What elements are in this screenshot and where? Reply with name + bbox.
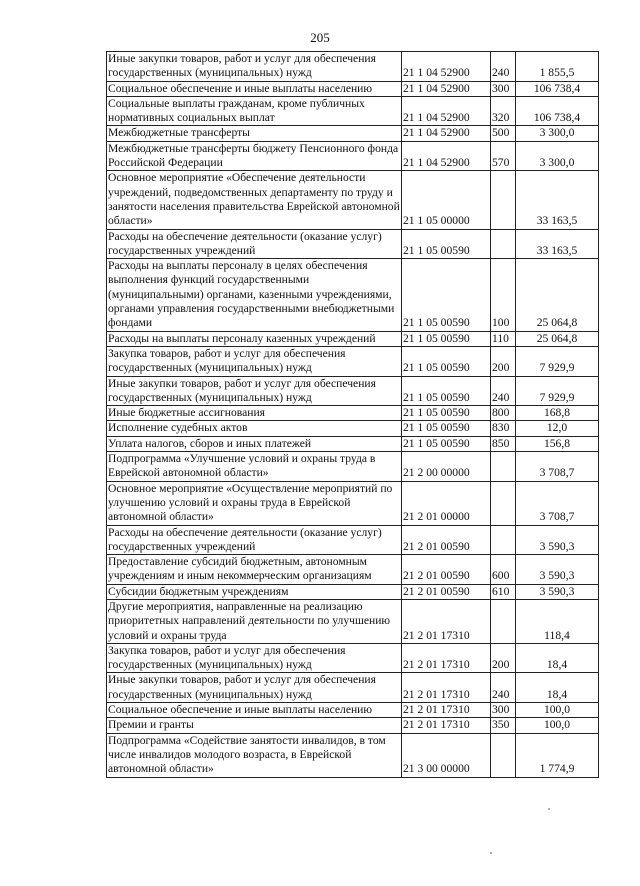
table-row	[107, 52, 599, 82]
row-expense-type-cell: 830	[491, 421, 516, 436]
row-code-cell: 21 1 05 00000	[402, 171, 491, 229]
budget-table	[106, 51, 599, 778]
row-code-cell: 21 1 05 00590	[402, 376, 491, 406]
row-name-cell: Подпрограмма «Содействие занятости инвалидов, в том числе инвалидов молодого возраста, в Еврейской автономной области»	[107, 733, 402, 777]
row-code-cell: 21 1 04 52900	[402, 126, 491, 141]
row-sum-cell: 3 590,3	[516, 584, 599, 599]
row-name-cell: Расходы на выплаты персоналу казенных учреждений	[107, 331, 402, 346]
row-name-cell: Основное мероприятие «Обеспечение деятельности учреждений, подведомственных департаменту по труду и занятости населения правительства Еврейской автономной области»	[108, 171, 400, 228]
table-row	[107, 673, 599, 703]
row-expense-type-cell: 200	[491, 643, 516, 673]
row-name-cell: Подпрограмма «Улучшение условий и охраны труда в Еврейской автономной области»	[107, 452, 402, 482]
row-code-cell: 21 2 00 00000	[402, 452, 491, 482]
row-expense-type-cell: 300	[491, 81, 516, 96]
row-name-cell: Исполнение судебных актов	[107, 421, 402, 436]
row-expense-type-cell: 570	[491, 141, 516, 171]
row-expense-type-cell: 300	[491, 703, 516, 718]
row-code-cell: 21 2 01 17310	[402, 643, 491, 673]
row-sum-cell: 33 163,5	[516, 229, 599, 259]
table-row	[107, 599, 599, 643]
row-expense-type-cell: 600	[491, 555, 516, 585]
row-name-cell: Другие мероприятия, направленные на реализацию приоритетных направлений деятельности по улучшению условий и охраны труда	[107, 599, 402, 643]
row-code-cell: 21 2 01 00590	[402, 555, 491, 585]
row-name-cell: Предоставление субсидий бюджетным, автономным учреждениям и иным некоммерческим организациям	[107, 555, 402, 585]
row-sum-cell: 3 590,3	[516, 525, 599, 555]
row-code-cell: 21 3 00 00000	[402, 733, 491, 777]
row-code-cell: 21 2 01 00000	[402, 481, 491, 525]
row-expense-type-cell: 240	[491, 673, 516, 703]
row-expense-type-cell	[491, 599, 516, 643]
table-row	[107, 733, 599, 777]
row-code-cell: 21 2 01 17310	[402, 673, 491, 703]
row-sum-cell: 106 738,4	[516, 81, 599, 96]
row-name-cell: Межбюджетные трансферты бюджету Пенсионного фонда Российской Федерации	[107, 141, 402, 171]
scan-speck	[548, 808, 550, 810]
row-expense-type-cell: 240	[491, 376, 516, 406]
table-row	[107, 452, 599, 482]
row-name-cell: Субсидии бюджетным учреждениям	[107, 584, 402, 599]
row-expense-type-cell: 320	[491, 96, 516, 126]
row-sum-cell: 33 163,5	[516, 171, 599, 229]
row-code-cell: 21 1 04 52900	[402, 52, 491, 82]
row-name-cell: Социальное обеспечение и иные выплаты населению	[107, 703, 402, 718]
page-number: 205	[310, 30, 330, 45]
row-name-cell: Социальные выплаты гражданам, кроме публичных нормативных социальных выплат	[107, 96, 402, 126]
table-row	[107, 406, 599, 421]
row-code-cell: 21 1 04 52900	[402, 96, 491, 126]
row-name-cell: Закупка товаров, работ и услуг для обеспечения государственных (муниципальных) нужд	[107, 346, 402, 376]
row-code-cell: 21 1 04 52900	[402, 141, 491, 171]
row-expense-type-cell: 800	[491, 406, 516, 421]
row-expense-type-cell	[491, 229, 516, 259]
row-code-cell: 21 1 05 00590	[402, 421, 491, 436]
row-name-cell: Социальное обеспечение и иные выплаты населению	[107, 81, 402, 96]
scan-speck	[490, 852, 492, 854]
table-row	[107, 555, 599, 585]
row-name-cell: Расходы на обеспечение деятельности (оказание услуг) государственных учреждений	[107, 229, 402, 259]
row-name-cell: Иные закупки товаров, работ и услуг для обеспечения государственных (муниципальных) нужд	[107, 52, 402, 82]
row-code-cell: 21 2 01 00590	[402, 525, 491, 555]
row-name-cell: Межбюджетные трансферты	[107, 126, 402, 141]
row-code-cell: 21 2 01 17310	[402, 599, 491, 643]
row-sum-cell: 3 708,7	[516, 481, 599, 525]
row-expense-type-cell: 850	[491, 436, 516, 451]
row-sum-cell: 118,4	[516, 599, 599, 643]
table-row	[107, 376, 599, 406]
row-expense-type-cell: 200	[491, 346, 516, 376]
row-name-cell: Расходы на выплаты персоналу в целях обеспечения выполнения функций государственными (муниципальными) органами, казенными учреждениями, органами управления государственными внебюджетными фондами	[107, 259, 402, 331]
row-sum-cell: 168,8	[516, 406, 599, 421]
row-code-cell: 21 2 01 17310	[402, 718, 491, 733]
row-name-cell: Премии и гранты	[107, 718, 402, 733]
table-row	[107, 481, 599, 525]
row-sum-cell: 3 590,3	[516, 555, 599, 585]
row-code-cell: 21 1 05 00590	[402, 346, 491, 376]
row-sum-cell: 18,4	[516, 673, 599, 703]
row-code-cell: 21 1 05 00590	[402, 229, 491, 259]
table-row	[107, 525, 599, 555]
table-row	[107, 141, 599, 171]
row-code-cell: 21 1 05 00590	[402, 259, 491, 331]
row-sum-cell: 25 064,8	[516, 331, 599, 346]
table-row	[107, 259, 599, 331]
row-expense-type-cell: 240	[491, 52, 516, 82]
row-sum-cell: 7 929,9	[516, 346, 599, 376]
row-sum-cell: 156,8	[516, 436, 599, 451]
row-name-cell: Уплата налогов, сборов и иных платежей	[107, 436, 402, 451]
budget-table-body	[107, 52, 599, 778]
row-expense-type-cell: 350	[491, 718, 516, 733]
row-sum-cell: 100,0	[516, 703, 599, 718]
table-row	[107, 421, 599, 436]
table-row	[107, 229, 599, 259]
row-expense-type-cell	[491, 733, 516, 777]
table-row	[107, 171, 599, 229]
row-expense-type-cell	[491, 525, 516, 555]
row-sum-cell: 1 774,9	[516, 733, 599, 777]
row-expense-type-cell: 100	[491, 259, 516, 331]
row-name-cell: Иные закупки товаров, работ и услуг для обеспечения государственных (муниципальных) нужд	[107, 673, 402, 703]
row-code-cell: 21 2 01 17310	[402, 703, 491, 718]
table-row	[107, 126, 599, 141]
row-code-cell: 21 2 01 00590	[402, 584, 491, 599]
row-expense-type-cell: 500	[491, 126, 516, 141]
table-row	[107, 436, 599, 451]
row-expense-type-cell	[491, 452, 516, 482]
row-code-cell: 21 1 05 00590	[402, 436, 491, 451]
row-sum-cell: 18,4	[516, 643, 599, 673]
table-row	[107, 643, 599, 673]
table-row	[107, 96, 599, 126]
table-row	[107, 346, 599, 376]
table-row	[107, 81, 599, 96]
row-sum-cell: 3 708,7	[516, 452, 599, 482]
table-row	[107, 584, 599, 599]
row-name-cell: Иные закупки товаров, работ и услуг для обеспечения государственных (муниципальных) нужд	[107, 376, 402, 406]
row-sum-cell: 1 855,5	[516, 52, 599, 82]
row-sum-cell: 12,0	[516, 421, 599, 436]
row-expense-type-cell: 110	[491, 331, 516, 346]
row-sum-cell: 3 300,0	[516, 141, 599, 171]
row-name-cell: Основное мероприятие «Осуществление мероприятий по улучшению условий и охраны труда в Еврейской автономной области»	[107, 481, 402, 525]
row-name-cell: Закупка товаров, работ и услуг для обеспечения государственных (муниципальных) нужд	[107, 643, 402, 673]
row-expense-type-cell	[491, 481, 516, 525]
row-sum-cell: 25 064,8	[516, 259, 599, 331]
row-name-cell: Иные бюджетные ассигнования	[107, 406, 402, 421]
row-expense-type-cell: 610	[491, 584, 516, 599]
row-sum-cell: 106 738,4	[516, 96, 599, 126]
row-code-cell: 21 1 04 52900	[402, 81, 491, 96]
row-name-cell: Расходы на обеспечение деятельности (оказание услуг) государственных учреждений	[107, 525, 402, 555]
table-row	[107, 718, 599, 733]
row-expense-type-cell	[491, 171, 516, 229]
table-row	[107, 703, 599, 718]
row-sum-cell: 7 929,9	[516, 376, 599, 406]
row-sum-cell: 100,0	[516, 718, 599, 733]
row-code-cell: 21 1 05 00590	[402, 406, 491, 421]
table-row	[107, 331, 599, 346]
row-sum-cell: 3 300,0	[516, 126, 599, 141]
row-code-cell: 21 1 05 00590	[402, 331, 491, 346]
